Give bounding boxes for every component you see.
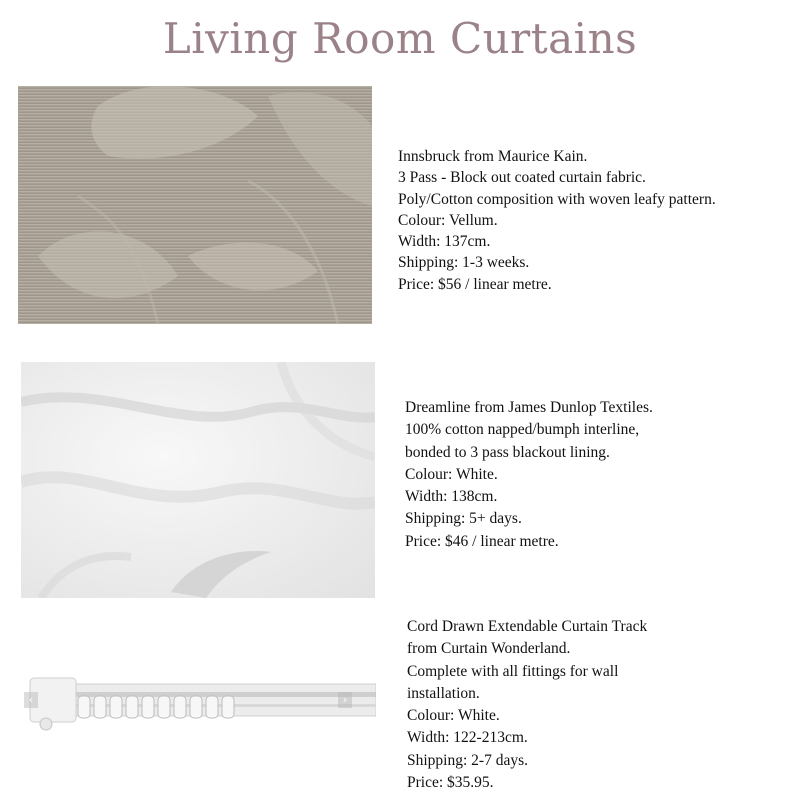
product-name: Cord Drawn Extendable Curtain Track bbox=[407, 618, 648, 635]
product-detail: Complete with all fittings for wall bbox=[407, 662, 619, 680]
fabric-swatch-white bbox=[21, 362, 375, 598]
chevron-left-icon[interactable]: ‹ bbox=[24, 692, 38, 708]
product-shipping: Shipping: 2-7 days. bbox=[407, 751, 528, 769]
product-detail: installation. bbox=[407, 684, 480, 702]
product-colour: Colour: White. bbox=[405, 465, 498, 483]
curtain-track-image bbox=[22, 662, 376, 744]
product-description bbox=[407, 616, 647, 794]
chevron-right-icon[interactable]: › bbox=[338, 692, 352, 708]
product-description bbox=[405, 397, 653, 553]
product-detail: 100% cotton napped/bumph interline, bbox=[405, 421, 640, 439]
product-name: Dreamline from James Dunlop Textiles. bbox=[405, 399, 653, 416]
product-name: Innsbruck from Maurice Kain. bbox=[398, 148, 588, 165]
product-detail: bonded to 3 pass blackout lining. bbox=[405, 443, 610, 461]
product-width: Width: 138cm. bbox=[405, 488, 498, 506]
product-colour: Colour: Vellum. bbox=[398, 211, 498, 229]
product-detail: Poly/Cotton composition with woven leafy pattern. bbox=[398, 190, 716, 208]
product-colour: Colour: White. bbox=[407, 707, 500, 725]
product-detail: 3 Pass - Block out coated curtain fabric. bbox=[398, 169, 646, 187]
product-price: Price: $56 / linear metre. bbox=[398, 275, 552, 293]
product-description bbox=[398, 146, 716, 295]
product-shipping: Shipping: 1-3 weeks. bbox=[398, 254, 530, 272]
product-shipping: Shipping: 5+ days. bbox=[405, 510, 522, 528]
page-title: Living Room Curtains bbox=[162, 14, 638, 63]
product-width: Width: 122-213cm. bbox=[407, 729, 528, 747]
product-width: Width: 137cm. bbox=[398, 233, 491, 251]
fabric-swatch-vellum bbox=[18, 86, 372, 324]
product-price: Price: $46 / linear metre. bbox=[405, 532, 559, 550]
product-price: Price: $35.95. bbox=[407, 774, 494, 792]
product-detail: from Curtain Wonderland. bbox=[407, 640, 571, 658]
